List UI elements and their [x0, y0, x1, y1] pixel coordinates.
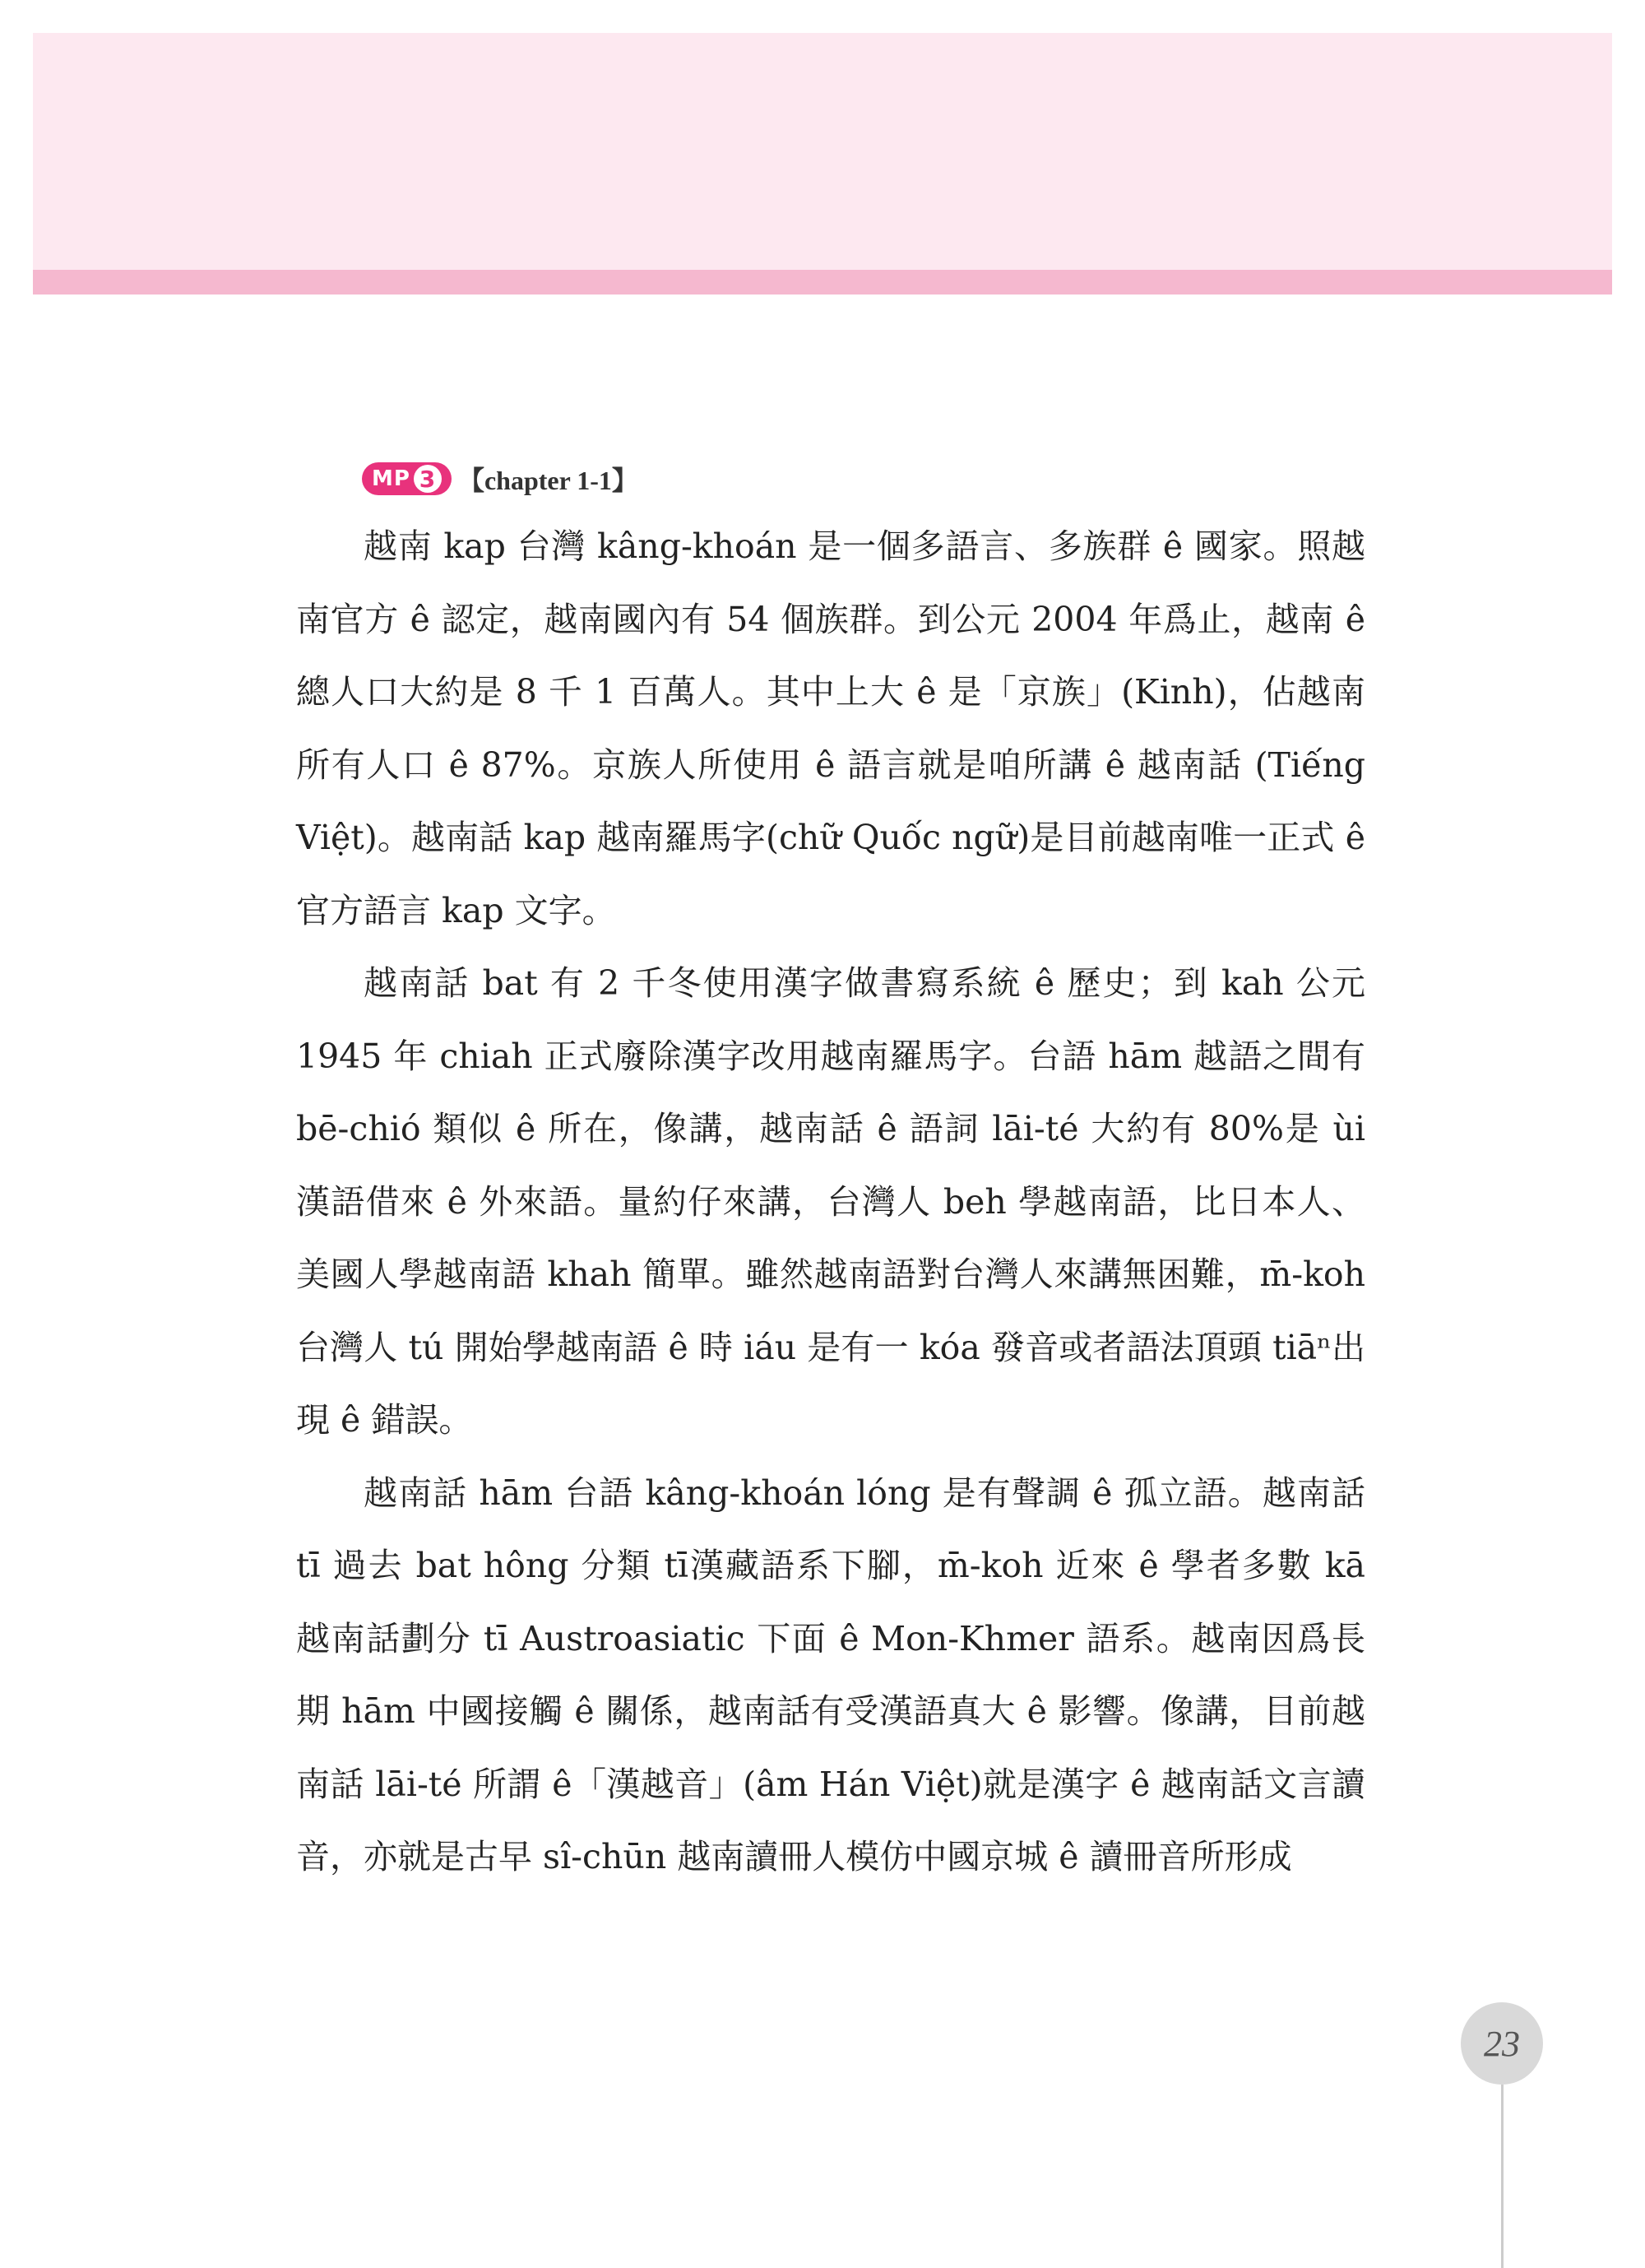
- paragraph-3: 越南話 hām 台語 kâng-khoán lóng 是有聲調 ê 孤立語。越南話 tī 過去 bat hông 分類 tī漢藏語系下腳，m̄-koh 近來 ê 學者多數 kā 越南話劃分 tī Austroasiatic 下面 ê Mon-Khmer 語系。越南因爲長期 hām 中國接觸 ê 關係，越南話有受漢語真大 ê 影響。像講，目前越南話 lāi-té 所謂 ê「漢越音」(âm Hán Việt)就是漢字 ê 越南話文言讀音，亦就是古早 sî-chūn 越南讀冊人模仿中國京城 ê 讀冊音所形成: [296, 1473, 1365, 1876]
- header-band: [33, 33, 1612, 271]
- header-stripe: [33, 270, 1612, 295]
- mp3-badge-number: 3: [414, 465, 442, 493]
- page-number-line: [1501, 2085, 1504, 2268]
- paragraph-1: 越南 kap 台灣 kâng-khoán 是一個多語言、多族群 ê 國家。照越南官方 ê 認定，越南國內有 54 個族群。到公元 2004 年爲止，越南 ê 總人口大約是 8 千 1 百萬人。其中上大 ê 是「京族」(Kinh)，佔越南所有人口 ê 87%。京族人所使用 ê 語言就是咱所講 ê 越南話 (Tiếng Việt)。越南話 kap 越南羅馬字(chữ Quốc ngữ)是目前越南唯一正式 ê 官方語言 kap 文字。: [296, 526, 1365, 930]
- mp3-badge-letters: MP: [372, 466, 410, 491]
- body-text: [296, 510, 1365, 1894]
- page-number: 23: [1484, 2023, 1520, 2064]
- page-number-badge: [1461, 2002, 1543, 2085]
- chapter-label: 【chapter 1-1】: [457, 466, 638, 495]
- audio-track-tag[interactable]: [362, 454, 638, 503]
- mp3-audio-icon[interactable]: [362, 462, 452, 495]
- paragraph-2: 越南話 bat 有 2 千冬使用漢字做書寫系統 ê 歷史；到 kah 公元 1945 年 chiah 正式廢除漢字改用越南羅馬字。台語 hām 越語之間有 bē-chió 類似 ê 所在，像講，越南話 ê 語詞 lāi-té 大約有 80%是 ùi 漢語借來 ê 外來語。量約仔來講，台灣人 beh 學越南語，比日本人、美國人學越南語 khah 簡單。雖然越南語對台灣人來講無困難，m̄-koh 台灣人 tú 開始學越南語 ê 時 iáu 是有一 kóa 發音或者語法頂頭 tiāⁿ出現 ê 錯誤。: [296, 963, 1365, 1440]
